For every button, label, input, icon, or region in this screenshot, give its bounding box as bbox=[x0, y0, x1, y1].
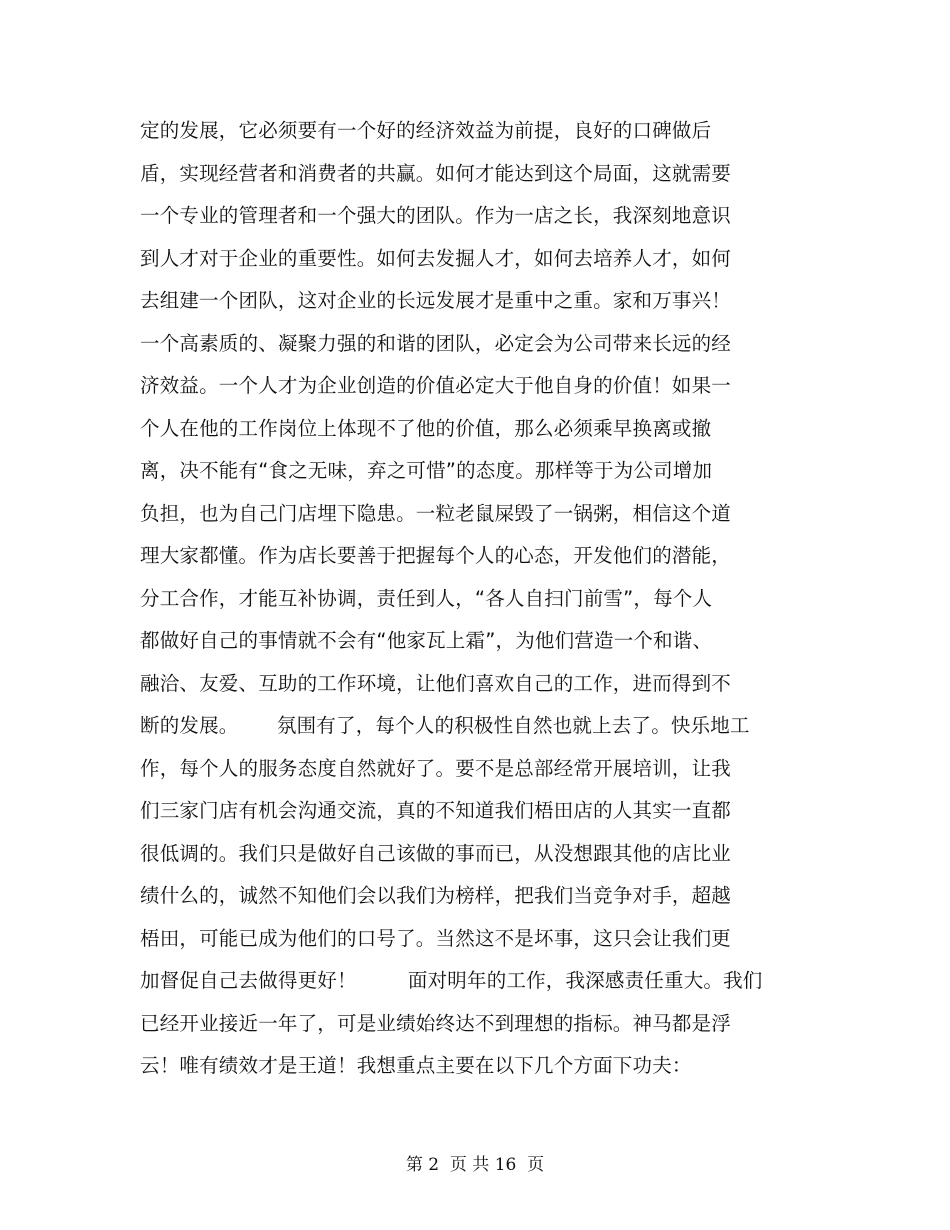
text-line: 作，每个人的服务态度自然就好了。要不是总部经常开展培训，让我 bbox=[140, 756, 732, 780]
text-line: 已经开业接近一年了，可是业绩始终达不到理想的指标。神马都是浮 bbox=[140, 1011, 732, 1035]
text-line: 分工合作，才能互补协调，责任到人，“各人自扫门前雪”，每个人 bbox=[140, 586, 713, 610]
text-line: 融洽、友爱、互助的工作环境，让他们喜欢自己的工作，进而得到不 bbox=[140, 671, 732, 695]
text-line: 梧田，可能已成为他们的口号了。当然这不是坏事，这只会让我们更 bbox=[140, 926, 732, 950]
text-line: 一个专业的管理者和一个强大的团队。作为一店之长，我深刻地意识 bbox=[140, 204, 732, 227]
text-line: 个人在他的工作岗位上体现不了他的价值，那么必须乘早换离或撤 bbox=[140, 416, 712, 440]
text-line: 理大家都懂。作为店长要善于把握每个人的心态，开发他们的潜能， bbox=[140, 544, 732, 567]
text-line: 去组建一个团队，这对企业的长远发展才是重中之重。家和万事兴！ bbox=[140, 289, 732, 312]
text-line: 云！唯有绩效才是王道！我想重点主要在以下几个方面下功夫： bbox=[140, 1054, 692, 1077]
text-line: 很低调的。我们只是做好自己该做的事而已，从没想跟其他的店比业 bbox=[140, 841, 732, 865]
text-line: 们三家门店有机会沟通交流，真的不知道我们梧田店的人其实一直都 bbox=[140, 799, 732, 822]
text-line: 离，决不能有“食之无味，弃之可惜”的态度。那样等于为公司增加 bbox=[140, 459, 713, 482]
text-line: 绩什么的，诚然不知他们会以我们为榜样，把我们当竞争对手，超越 bbox=[140, 884, 732, 907]
text-line: 断的发展。 氛围有了，每个人的积极性自然也就上去了。快乐地工 bbox=[140, 714, 750, 737]
text-line: 加督促自己去做得更好！ 面对明年的工作，我深感责任重大。我们 bbox=[140, 969, 763, 992]
text-line: 到人才对于企业的重要性。如何去发掘人才，如何去培养人才，如何 bbox=[140, 246, 732, 270]
text-line: 定的发展，它必须要有一个好的经济效益为前提，良好的口碑做后 bbox=[140, 119, 712, 142]
text-line: 一个高素质的、凝聚力强的和谐的团队，必定会为公司带来长远的经 bbox=[140, 331, 732, 355]
text-line: 负担，也为自己门店埋下隐患。一粒老鼠屎毁了一锅粥，相信这个道 bbox=[140, 501, 732, 525]
text-line: 都做好自己的事情就不会有“他家瓦上霜”，为他们营造一个和谐、 bbox=[140, 629, 713, 652]
text-line: 济效益。一个人才为企业创造的价值必定大于他自身的价值！如果一 bbox=[140, 374, 732, 397]
body-text bbox=[140, 110, 780, 1088]
page-number-footer: 第 2 页 共 16 页 bbox=[405, 1155, 545, 1175]
text-line: 盾，实现经营者和消费者的共赢。如何才能达到这个局面，这就需要 bbox=[140, 161, 732, 185]
